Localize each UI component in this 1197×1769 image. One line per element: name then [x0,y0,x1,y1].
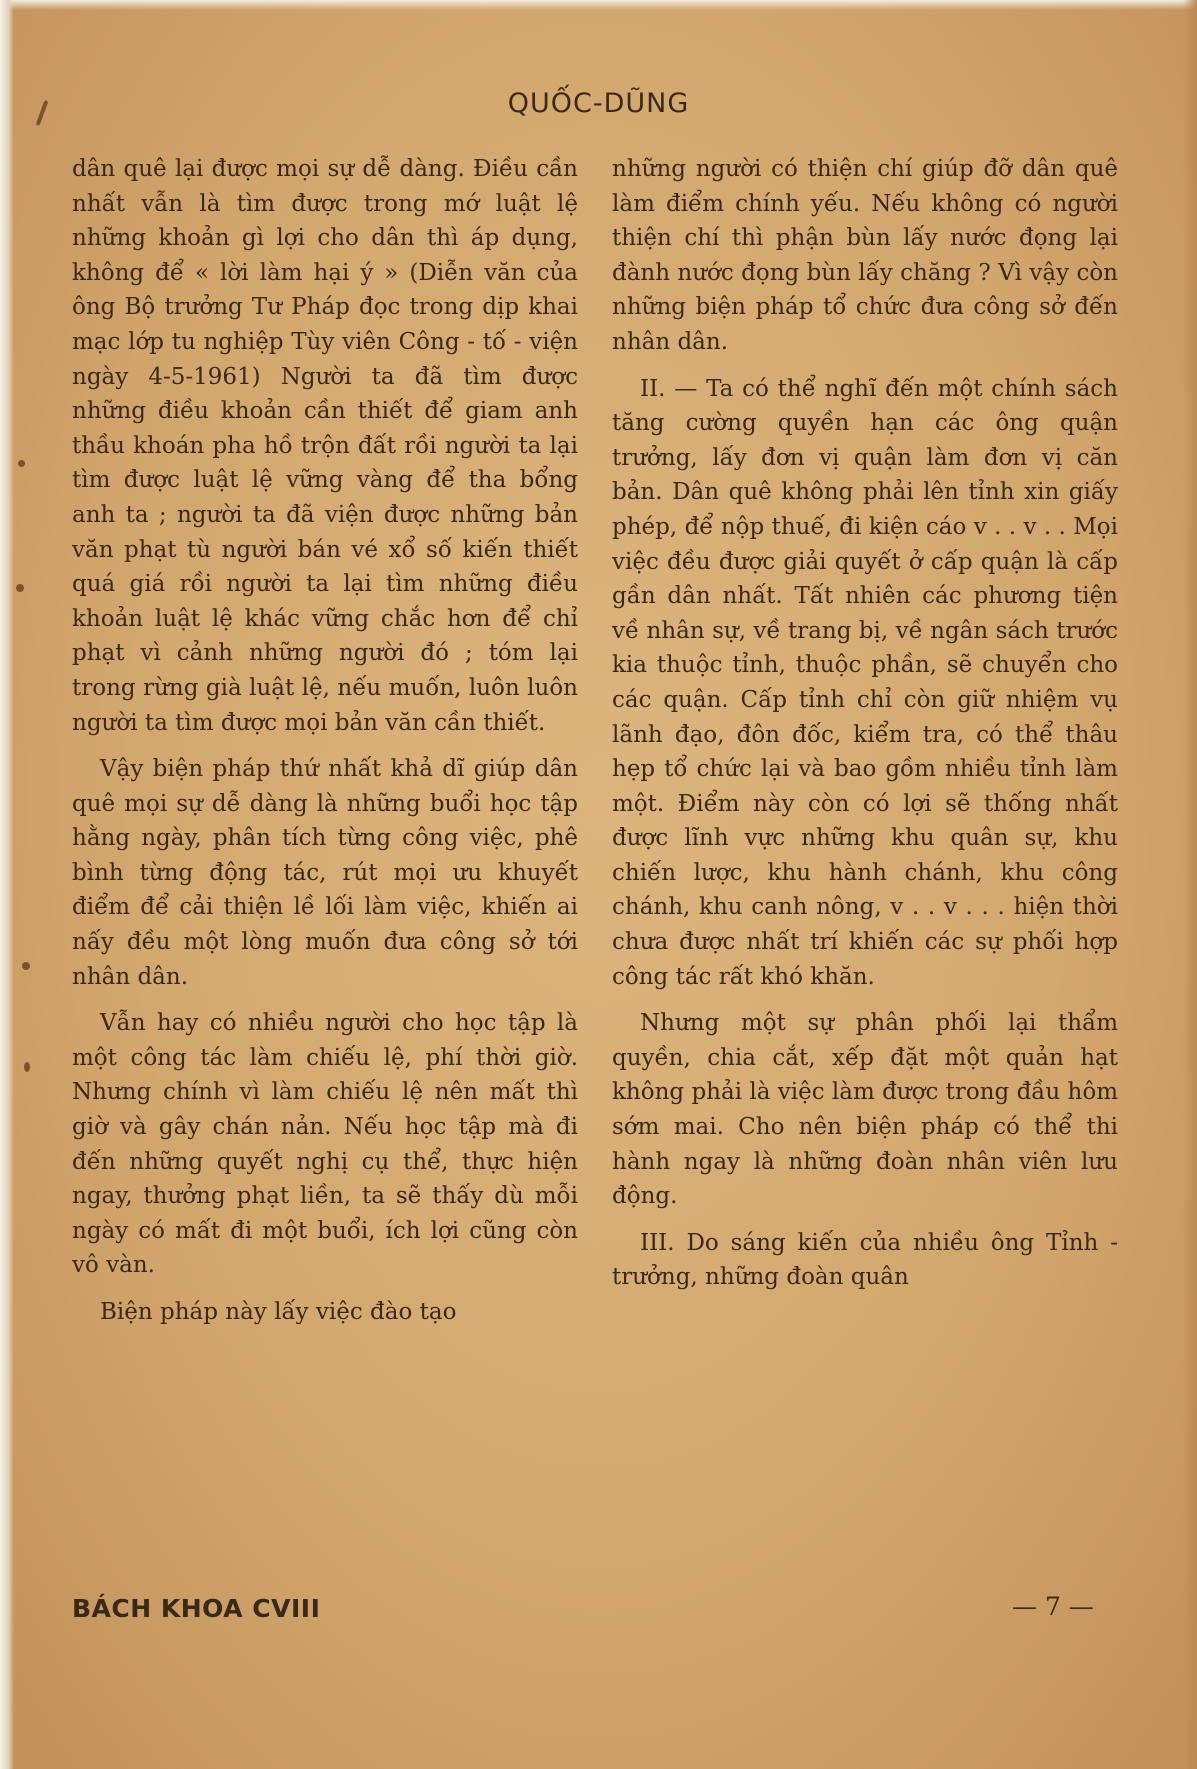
paragraph: III. Do sáng kiến của nhiều ông Tỉnh - trưởng, những đoàn quân [612,1229,1118,1291]
paragraph: Vậy biện pháp thứ nhất khả dĩ giúp dân quê mọi sự dễ dàng là những buổi học tập hằng ngày, phân tích từng công việc, phê bình từng động tác, rút mọi ưu khuyết điểm để cải thiện lề lối làm việc, khiến ai nấy đều một lòng muốn đưa công sở tới nhân dân. [72,756,578,990]
footer-publication: BÁCH KHOA CVIII [72,1594,321,1623]
left-column [72,152,578,1342]
paragraph: Nhưng một sự phân phối lại thẩm quyền, chia cắt, xếp đặt một quản hạt không phải là việc làm được trong đầu hôm sớm mai. Cho nên biện pháp có thể thi hành ngay là những đoàn nhân viên lưu động. [612,1010,1118,1210]
paragraph: Biện pháp này lấy việc đào tạo [100,1299,457,1325]
paragraph: những người có thiện chí giúp đỡ dân quê làm điểm chính yếu. Nếu không có người thiện chí thì phận bùn lấy nước đọng lại đành nước đọng bùn lấy chăng ? Vì vậy còn những biện pháp tổ chức đưa công sở đến nhân dân. [612,156,1118,355]
paragraph: dân quê lại được mọi sự dễ dàng. Điều cần nhất vẫn là tìm được trong mớ luật lệ những khoản gì lợi cho dân thì áp dụng, không để « lời làm hại ý » (Diễn văn của ông Bộ trưởng Tư Pháp đọc trong dịp khai mạc lớp tu nghiệp Tùy viên Công - tố - viện ngày 4-5-1961) Người ta đã tìm được những điều khoản cần thiết để giam anh thầu khoán pha hồ trộn đất rồi người ta lại tìm được luật lệ vững vàng để tha bổng anh ta ; người ta đã viện được những bản văn phạt tù người bán vé xổ số kiến thiết quá giá rồi người ta lại tìm những điều khoản luật lệ khác vững chắc hơn để chỉ phạt vì cảnh những người đó ; tóm lại trong rừng già luật lệ, nếu muốn, luôn luôn người ta tìm được mọi bản văn cần thiết. [72,156,578,736]
ink-speck [24,1062,30,1072]
page-number: — 7 — [1012,1592,1094,1621]
paragraph: Vẫn hay có nhiều người cho học tập là một công tác làm chiếu lệ, phí thời giờ. Nhưng chính vì làm chiếu lệ nên mất thì giờ và gây chán nản. Nếu học tập mà đi đến những quyết nghị cụ thể, thực hiện ngay, thưởng phạt liền, ta sẽ thấy dù mỗi ngày có mất đi một buổi, ích lợi cũng còn vô vàn. [72,1010,578,1279]
paper-edge-top [0,0,1197,10]
paper-edge-left [0,0,14,1769]
ink-speck [22,962,30,970]
right-column [612,152,1118,1307]
ink-speck [16,584,24,592]
paragraph: II. — Ta có thể nghĩ đến một chính sách tăng cường quyền hạn các ông quận trưởng, lấy đơn vị quận làm đơn vị căn bản. Dân quê không phải lên tỉnh xin giấy phép, để nộp thuế, đi kiện cáo v . . v . . Mọi việc đều được giải quyết ở cấp quận là cấp gần dân nhất. Tất nhiên các phương tiện về nhân sự, về trang bị, về ngân sách trước kia thuộc tỉnh, thuộc phần, sẽ chuyển cho các quận. Cấp tỉnh chỉ còn giữ nhiệm vụ lãnh đạo, đôn đốc, kiểm tra, có thể thâu hẹp tổ chức lại và bao gồm nhiều tỉnh làm một. Điểm này còn có lợi sẽ thống nhất được lĩnh vực những khu quân sự, khu chiến lược, khu hành chánh, khu công chánh, khu canh nông, v . . v . . . hiện thời chưa được nhất trí khiến các sự phối hợp công tác rất khó khăn. [612,375,1118,990]
ink-speck [18,460,25,467]
running-head: QUỐC-DŨNG [507,88,690,119]
paper-edge-right [1183,0,1197,1769]
